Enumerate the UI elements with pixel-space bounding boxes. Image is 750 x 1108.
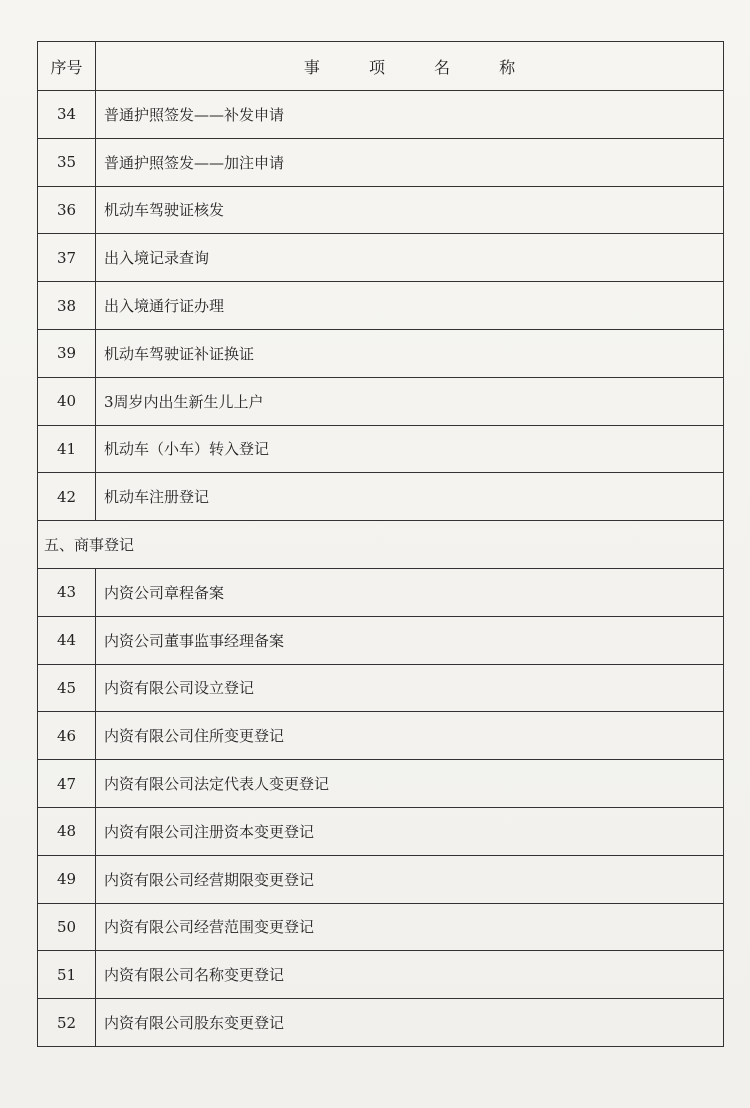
table-row: [38, 234, 724, 282]
row-name: 内资有限公司注册资本变更登记: [96, 807, 724, 855]
row-name: 内资有限公司股东变更登记: [96, 999, 724, 1047]
row-name: 普通护照签发——补发申请: [96, 91, 724, 139]
row-name: 机动车驾驶证核发: [96, 186, 724, 234]
table-row: [38, 855, 724, 903]
header-name: 事 项 名 称: [96, 42, 724, 91]
items-table: [37, 41, 724, 1047]
row-number: 37: [38, 234, 96, 282]
table-row: [38, 664, 724, 712]
row-number: 40: [38, 377, 96, 425]
row-number: 36: [38, 186, 96, 234]
table-row: [38, 903, 724, 951]
row-number: 44: [38, 616, 96, 664]
table-row: [38, 760, 724, 808]
row-number: 35: [38, 138, 96, 186]
row-name: 内资有限公司经营期限变更登记: [96, 855, 724, 903]
table-row: [38, 329, 724, 377]
row-number: 51: [38, 951, 96, 999]
row-number: 49: [38, 855, 96, 903]
row-name: 内资有限公司住所变更登记: [96, 712, 724, 760]
row-number: 34: [38, 91, 96, 139]
table-header-row: [38, 42, 724, 91]
row-number: 50: [38, 903, 96, 951]
table-row: [38, 807, 724, 855]
row-name: 内资有限公司经营范围变更登记: [96, 903, 724, 951]
table-row: [38, 425, 724, 473]
row-number: 46: [38, 712, 96, 760]
table-row: [38, 473, 724, 521]
section-heading: 五、商事登记: [38, 521, 724, 569]
header-number: 序号: [38, 42, 96, 91]
row-name: 内资有限公司法定代表人变更登记: [96, 760, 724, 808]
row-number: 52: [38, 999, 96, 1047]
row-number: 47: [38, 760, 96, 808]
row-number: 48: [38, 807, 96, 855]
row-name: 3周岁内出生新生儿上户: [96, 377, 724, 425]
row-name: 普通护照签发——加注申请: [96, 138, 724, 186]
row-name: 内资有限公司设立登记: [96, 664, 724, 712]
table-row: [38, 568, 724, 616]
table-row: [38, 377, 724, 425]
row-name: 机动车（小车）转入登记: [96, 425, 724, 473]
row-number: 42: [38, 473, 96, 521]
row-name: 出入境记录查询: [96, 234, 724, 282]
row-name: 内资公司董事监事经理备案: [96, 616, 724, 664]
row-number: 38: [38, 282, 96, 330]
row-number: 43: [38, 568, 96, 616]
table-row: [38, 138, 724, 186]
table-row: [38, 282, 724, 330]
section-row: [38, 521, 724, 569]
row-name: 机动车注册登记: [96, 473, 724, 521]
row-name: 出入境通行证办理: [96, 282, 724, 330]
table-row: [38, 186, 724, 234]
table-row: [38, 712, 724, 760]
row-number: 45: [38, 664, 96, 712]
table-row: [38, 91, 724, 139]
row-name: 内资公司章程备案: [96, 568, 724, 616]
row-name: 机动车驾驶证补证换证: [96, 329, 724, 377]
row-number: 39: [38, 329, 96, 377]
table-row: [38, 951, 724, 999]
table-row: [38, 999, 724, 1047]
row-name: 内资有限公司名称变更登记: [96, 951, 724, 999]
table-row: [38, 616, 724, 664]
row-number: 41: [38, 425, 96, 473]
